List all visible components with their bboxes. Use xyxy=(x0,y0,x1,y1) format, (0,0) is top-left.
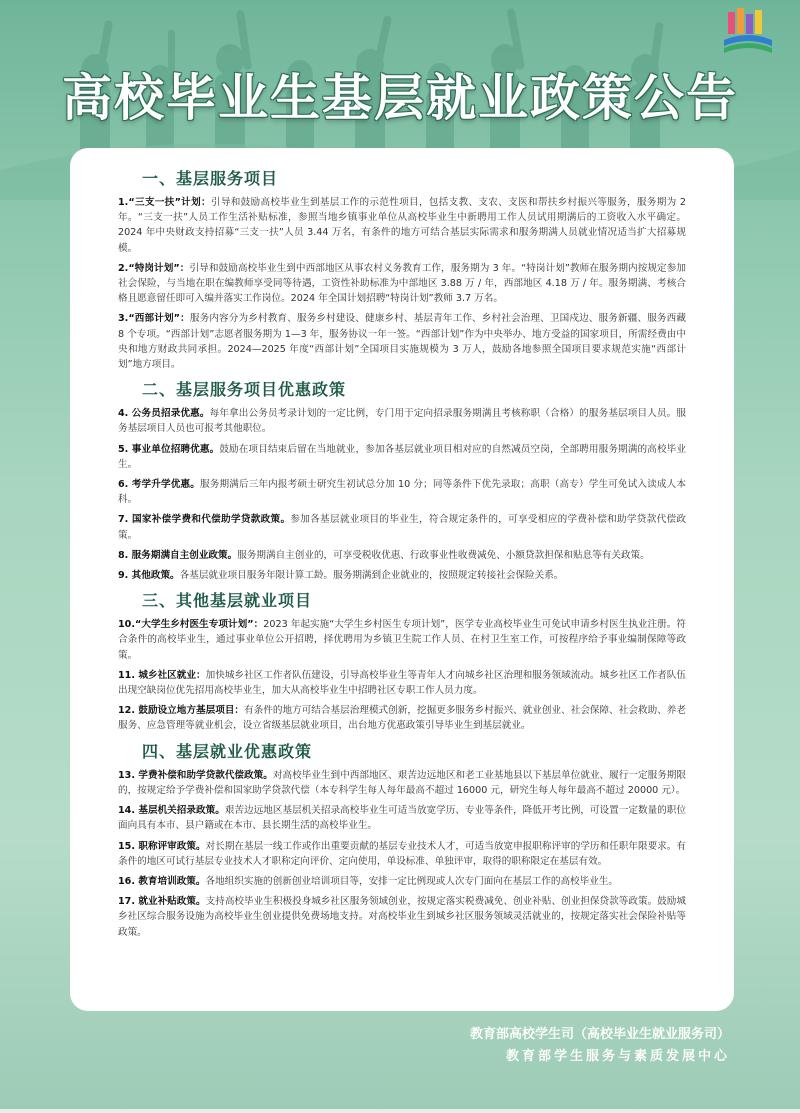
policy-item xyxy=(118,477,686,507)
policy-item xyxy=(118,894,686,940)
policy-item xyxy=(118,261,686,307)
policy-item-text: 服务内容分为乡村教育、服务乡村建设、健康乡村、基层青年工作、乡村社会治理、卫国戍边、服务新疆、服务西藏 8 个专项。“西部计划”志愿者服务期为 1—3 年，服务协议一年一签。“西部计划”作为中央举办、地方受益的国家项目，所需经费由中央和地方财政共同承担。2024—2025 年度“西部计划”全国项目实施规模为 3 万人，鼓励各地参照全国项目要求规范实施“西部计划”地方项目。 xyxy=(118,313,686,371)
issuer-footer xyxy=(470,1024,730,1068)
policy-item xyxy=(118,768,686,798)
section-title: 三、其他基层就业项目 xyxy=(142,591,313,611)
policy-item-text: 各地组织实施的创新创业培训项目等，安排一定比例现或人次专门面向在基层工作的高校毕业生。 xyxy=(205,875,619,887)
logo-icon xyxy=(722,6,774,56)
policy-item-heading: 4. 公务员招录优惠。 xyxy=(118,408,210,420)
policy-item-heading: 11. 城乡社区就业： xyxy=(118,669,206,681)
section-title: 四、基层就业优惠政策 xyxy=(142,741,313,761)
policy-item-heading: 10.“大学生乡村医生专项计划”： xyxy=(118,619,264,631)
section-other-projects xyxy=(118,588,686,733)
policy-item-text: 2023 年起实施“大学生乡村医生专项计划”，医学专业高校毕业生可免试申请乡村医生执业注册。符合条件的高校毕业生，通过事业单位公开招聘，择优聘用为乡镇卫生院工作人员、在村卫生室工作，可按程序给予事业编制保障等政策。 xyxy=(118,619,687,661)
policy-item-text: 鼓励在项目结束后留在当地就业，参加各基层就业项目相对应的自然减员空岗，全部聘用服务期满的高校毕业生。 xyxy=(118,443,686,470)
policy-item xyxy=(118,874,686,889)
policy-item-heading: 2.“特岗计划”： xyxy=(118,262,190,274)
policy-item-heading: 1.“三支一扶”计划： xyxy=(118,197,211,208)
policy-item-heading: 8. 服务期满自主创业政策。 xyxy=(118,549,238,561)
policy-item xyxy=(118,703,686,733)
policy-item-text: 各基层就业项目服务年限计算工龄。服务期满到企业就业的，按照规定转接社会保险关系。 xyxy=(179,570,564,582)
policy-item-text: 服务期满自主创业的，可享受税收优惠、行政事业性收费减免、小额贷款担保和贴息等有关政策。 xyxy=(237,549,650,561)
policy-content-card xyxy=(70,148,734,1011)
policy-item xyxy=(118,195,686,256)
policy-item-text: 有条件的地方可结合基层治理模式创新，挖掘更多服务乡村振兴、就业创业、社会保障、社会救助、养老服务、应急管理等就业机会，设立省级基层就业项目，出台地方优惠政策引导毕业生到基层就业。 xyxy=(118,705,686,732)
policy-item xyxy=(118,548,686,563)
policy-item-heading: 7. 国家补偿学费和代偿助学贷款政策。 xyxy=(118,514,291,526)
policy-item-heading: 16. 教育培训政策。 xyxy=(118,875,206,887)
policy-item xyxy=(118,406,686,436)
policy-item-text: 服务期满后三年内报考硕士研究生初试总分加 10 分；同等条件下优先录取；高职（高专）学生可免试入读成人本科。 xyxy=(118,479,686,506)
policy-item-text: 每年拿出公务员考录计划的一定比例，专门用于定向招录服务期满且考核称职（合格）的服务基层项目人员。服务基层项目人员也可报考其他职位。 xyxy=(118,408,686,435)
policy-item xyxy=(118,311,686,372)
policy-item xyxy=(118,803,686,833)
section-service-project-benefits xyxy=(118,377,686,583)
policy-item xyxy=(118,568,686,583)
policy-item-heading: 13. 学费补偿和助学贷款代偿政策。 xyxy=(118,769,273,781)
policy-item-heading: 15. 职称评审政策。 xyxy=(118,840,206,852)
section-basic-service-projects xyxy=(118,166,686,372)
policy-item-heading: 3.“西部计划”： xyxy=(118,313,190,325)
policy-item-heading: 5. 事业单位招聘优惠。 xyxy=(118,443,220,455)
bottom-divider xyxy=(0,1109,800,1113)
issuer-line-2: 教育部学生服务与素质发展中心 xyxy=(505,1049,730,1064)
policy-item-heading: 6. 考学升学优惠。 xyxy=(118,479,200,491)
policy-item-text: 艰苦边远地区基层机关招录高校毕业生可适当放宽学历、专业等条件，降低开考比例，可设置一定数量的职位面向具有本市、县户籍或在本市、县长期生活的高校毕业生。 xyxy=(118,805,686,832)
policy-item xyxy=(118,668,686,698)
policy-item xyxy=(118,839,686,869)
policy-item-text: 对高校毕业生到中西部地区、艰苦边远地区和老工业基地县以下基层单位就业、履行一定服务期限的，按规定给予学费补偿和国家助学贷款代偿（本专科学生每人每年最高不超过 16000 元，研究生每人每年最高不超过 20000 元）。 xyxy=(118,769,687,796)
policy-item-heading: 12. 鼓励设立地方基层项目： xyxy=(118,705,245,717)
policy-item xyxy=(118,617,686,663)
section-title: 二、基层服务项目优惠政策 xyxy=(142,380,347,400)
section-employment-benefits xyxy=(118,739,686,940)
policy-item-heading: 14. 基层机关招录政策。 xyxy=(118,805,225,817)
policy-item xyxy=(118,442,686,472)
policy-item-heading: 17. 就业补贴政策。 xyxy=(118,896,206,908)
policy-item-text: 引导和鼓励高校毕业生到中西部地区从事农村义务教育工作，服务期为 3 年。“特岗计划”教师在服务期内按规定参加社会保险，与当地在职在编教师享受同等待遇，工资性补助标准为中部地区 3.88 万 / 年，西部地区 4.18 万 / 年。服务期满、考核合格且愿意留任即可入编并落实工作岗位。2024 年全国计划招聘“特岗计划”教师 3.7 万名。 xyxy=(118,262,686,305)
page-title: 高校毕业生基层就业政策公告 xyxy=(62,69,738,127)
policy-item-text: 参加各基层就业项目的毕业生，符合规定条件的，可享受相应的学费补偿和助学贷款代偿政策。 xyxy=(118,514,686,541)
policy-item-text: 加快城乡社区工作者队伍建设，引导高校毕业生等青年人才向城乡社区治理和服务领域流动。城乡社区工作者队伍出现空缺岗位优先招用高校毕业生，加大从高校毕业生中招聘社区专职工作人员力度。 xyxy=(118,669,686,697)
section-title: 一、基层服务项目 xyxy=(142,169,279,188)
policy-item xyxy=(118,512,686,542)
policy-item-heading: 9. 其他政策。 xyxy=(118,570,180,582)
policy-item-text: 引导和鼓励高校毕业生到基层工作的示范性项目，包括支教、支农、支医和帮扶乡村振兴等服务，服务期为 2 年。“三支一扶”人员工作生活补贴标准，参照当地乡镇事业单位从高校毕业生中新聘用工作人员试用期满后的工资收入水平确定。2024 年中央财政支持招募“三支一扶”人员 3.44 万名，有条件的地方可结合基层实际需求和服务期满人员就业情况适当扩大招募规模。 xyxy=(118,197,686,254)
policy-item-text: 对长期在基层一线工作或作出重要贡献的基层专业技术人才，可适当放宽申报职称评审的学历和任职年限要求。有条件的地区可试行基层专业技术人才职称定向评价、定向使用，单设标准、单独评审，取得的职称限定在基层有效。 xyxy=(118,840,686,867)
policy-item-text: 支持高校毕业生积极投身城乡社区服务领域创业，按规定落实税费减免、创业补贴、创业担保贷款等政策。鼓励城乡社区综合服务设施为高校毕业生创业提供免费场地支持。对高校毕业生到城乡社区服务领域灵活就业的，按规定落实社会保险补贴等政策。 xyxy=(118,896,686,938)
issuer-line-1: 教育部高校学生司（高校毕业生就业服务司） xyxy=(469,1027,730,1042)
